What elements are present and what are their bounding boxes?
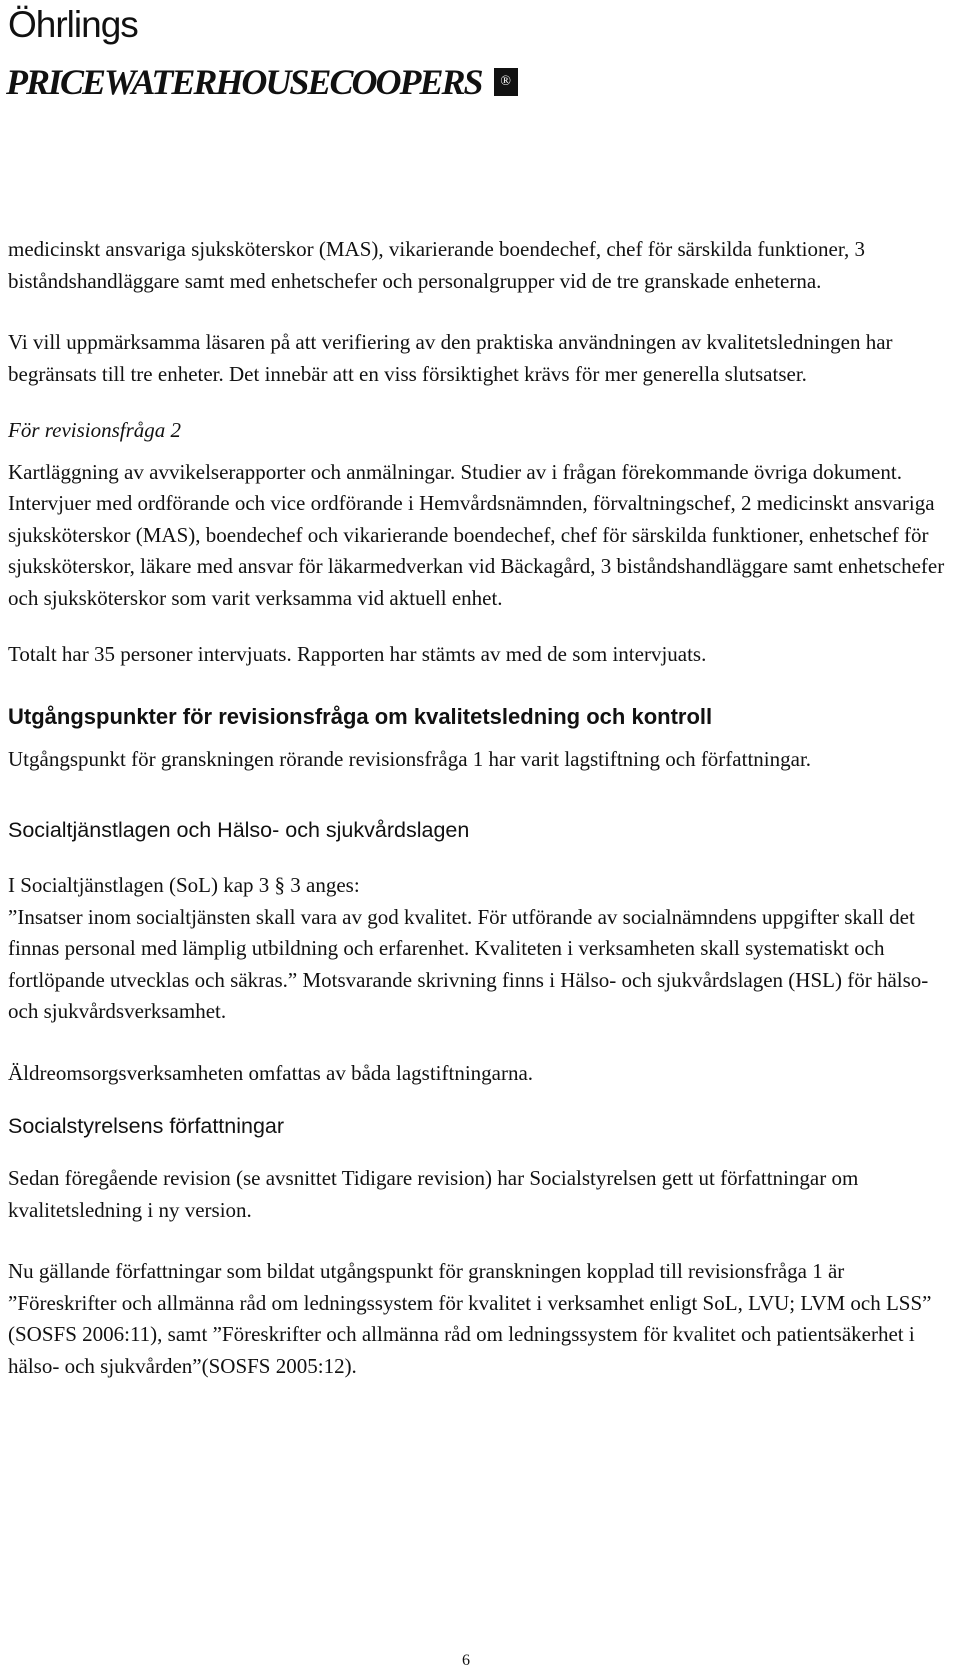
paragraph-interview-total: Totalt har 35 personer intervjuats. Rapporten har stämts av med de som intervjuats. bbox=[8, 642, 707, 666]
paragraph-aldreomsorg: Äldreomsorgsverksamheten omfattas av båda lagstiftningarna. bbox=[8, 1060, 534, 1085]
registered-mark-icon: ® bbox=[494, 68, 518, 96]
section-heading-socialstyrelsen: Socialstyrelsens författningar bbox=[8, 1114, 285, 1138]
company-logo-ohrlings: Öhrlings bbox=[8, 4, 138, 45]
document-body bbox=[8, 234, 953, 1382]
paragraph-interviewees: medicinskt ansvariga sjuksköterskor (MAS), vikarierande boendechef, chef för särskilda funktioner, 3 biståndshandläggare samt med enhetschefer och personalgrupper vid de tre granskade enheterna. bbox=[8, 237, 865, 293]
paragraph-sol-quote: ”Insatser inom socialtjänsten skall vara av god kvalitet. För utförande av socialnämndens uppgifter skall det finnas personal med lämplig utbildning och erfarenhet. Kvaliteten i verksamheten skall systematiskt och fortlöpande utvecklas och säkras.” Motsvarande skrivning finns i Hälso- och sjukvårdslagen (HSL) för hälso- och sjukvårdsverksamhet. bbox=[8, 904, 929, 1023]
paragraph-method-q2: Kartläggning av avvikelserapporter och anmälningar. Studier av i frågan förekommande övriga dokument. Intervjuer med ordförande och vice ordförande i Hemvårdsnämnden, förvaltningschef, 2 medicinskt ansvariga sjuksköterskor (MAS), boendechef och vikarierande boendechef, chef för särskilda funktioner, enhetschef för sjuksköterskor, läkare med ansvar för läkarmedverkan vid Bäckagård, 3 biståndshandläggare samt enhetschefer och sjuksköterskor som varit verksamma vid aktuell enhet. bbox=[8, 459, 945, 610]
company-logo-pwc bbox=[6, 64, 518, 100]
paragraph-sol-intro: I Socialtjänstlagen (SoL) kap 3 § 3 anges: bbox=[8, 873, 360, 897]
page-number: 6 bbox=[462, 1652, 470, 1669]
paragraph-current-regulations: Nu gällande författningar som bildat utgångspunkt för granskningen kopplad till revisionsfråga 1 är ”Föreskrifter och allmänna råd om ledningssystem för kvalitet i verksamhet enligt SoL, LVU; LVM och LSS” (SOSFS 2006:11), samt ”Föreskrifter och allmänna råd om ledningssystem för kvalitet och patientsäkerhet i hälso- och sjukvården”(SOSFS 2005:12). bbox=[8, 1259, 932, 1378]
section-heading-sol-hsl: Socialtjänstlagen och Hälso- och sjukvårdslagen bbox=[8, 818, 470, 842]
paragraph-starting-point: Utgångspunkt för granskningen rörande revisionsfråga 1 har varit lagstiftning och författningar. bbox=[8, 746, 812, 771]
paragraph-new-version: Sedan föregående revision (se avsnittet Tidigare revision) har Socialstyrelsen gett ut författningar om kvalitetsledning i ny version. bbox=[8, 1166, 859, 1222]
pwc-wordmark: PRICEWATERHOUSECOOPERS bbox=[6, 62, 482, 102]
subheading-revisionsfraga-2: För revisionsfråga 2 bbox=[8, 418, 182, 442]
section-heading-utgangspunkter: Utgångspunkter för revisionsfråga om kvalitetsledning och kontroll bbox=[8, 703, 713, 729]
paragraph-verification-note: Vi vill uppmärksamma läsaren på att verifiering av den praktiska användningen av kvalitetsledningen har begränsats till tre enheter. Det innebär att en viss försiktighet krävs för mer generella slutsatser. bbox=[8, 330, 893, 386]
